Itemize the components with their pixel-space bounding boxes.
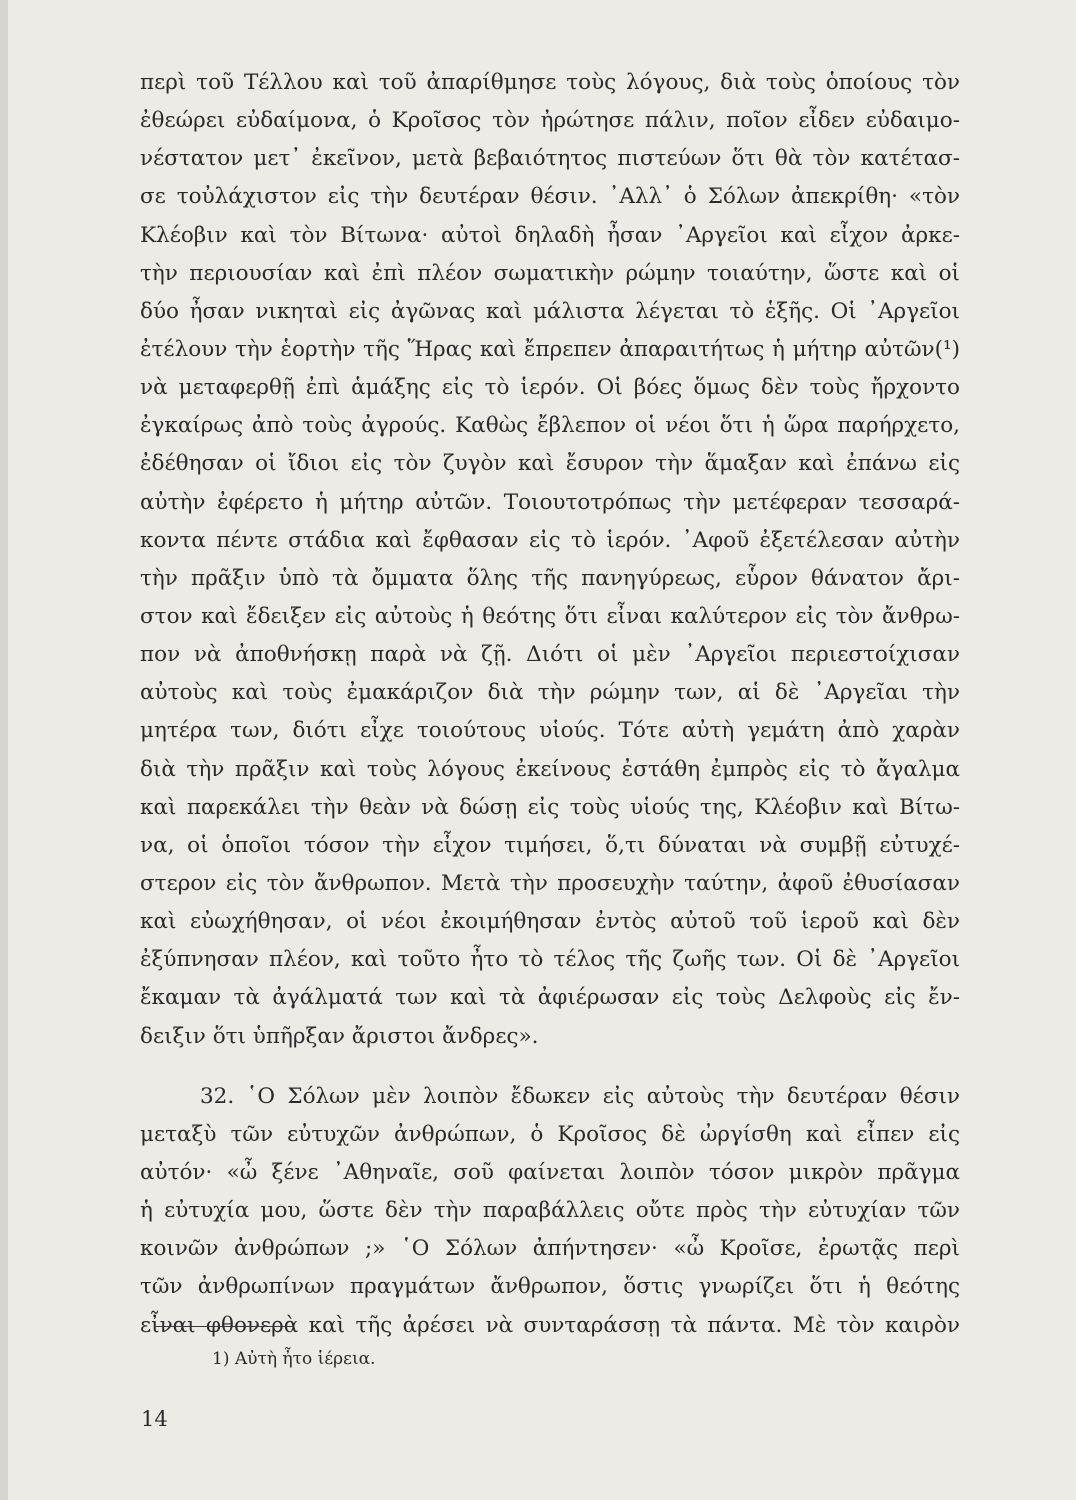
text-line: πον νὰ ἀποθνήσκῃ παρὰ νὰ ζῇ. Διότι οἱ μὲν ᾿Αργεῖοι περιεστοίχισαν	[140, 642, 960, 668]
text-line: καὶ εὐωχήθησαν, οἱ νέοι ἐκοιμήθησαν ἐντὸς αὐτοῦ τοῦ ἱεροῦ καὶ δὲν	[140, 909, 960, 935]
text-line: εἶναι φθονερὰ καὶ τῆς ἀρέσει νὰ συνταράσσῃ τὰ πάντα. Μὲ τὸν καιρὸν	[140, 1312, 960, 1338]
text-line: αὐτὴν ἐφέρετο ἡ μήτηρ αὐτῶν. Τοιουτοτρόπως τὴν μετέφεραν τεσσαρά-	[140, 489, 960, 515]
text-line: κοινῶν ἀνθρώπων ;» ῾Ο Σόλων ἀπήντησεν· «ὦ Κροῖσε, ἐρωτᾷς περὶ	[140, 1236, 960, 1262]
body-text	[140, 64, 960, 1345]
text-line: να, οἱ ὁποῖοι τόσον τὴν εἶχον τιμήσει, ὅ,τι δύναται νὰ συμβῇ εὐτυχέ-	[140, 832, 960, 858]
text-line: Κλέοβιν καὶ τὸν Βίτωνα· αὐτοὶ δηλαδὴ ἦσαν ᾿Αργεῖοι καὶ εἶχον ἀρκε-	[140, 222, 960, 248]
text-line: ἐδέθησαν οἱ ἴδιοι εἰς τὸν ζυγὸν καὶ ἔσυρον τὴν ἅμαξαν καὶ ἐπάνω εἰς	[140, 451, 960, 477]
text-line: ἔκαμαν τὰ ἀγάλματά των καὶ τὰ ἀφιέρωσαν εἰς τοὺς Δελφοὺς εἰς ἔν-	[140, 985, 960, 1011]
text-line: μητέρα των, διότι εἶχε τοιούτους υἱούς. Τότε αὐτὴ γεμάτη ἀπὸ χαρὰν	[140, 718, 960, 744]
text-line: στερον εἰς τὸν ἄνθρωπον. Μετὰ τὴν προσευχὴν ταύτην, ἀφοῦ ἐθυσίασαν	[140, 870, 960, 896]
text-line: διὰ τὴν πρᾶξιν καὶ τοὺς λόγους ἐκείνους ἐστάθη ἐμπρὸς εἰς τὸ ἄγαλμα	[140, 756, 960, 782]
text-line: ἐθεώρει εὐδαίμονα, ὁ Κροῖσος τὸν ἠρώτησε πάλιν, ποῖον εἶδεν εὐδαιμο-	[140, 108, 960, 134]
text-line: 32. ῾Ο Σόλων μὲν λοιπὸν ἔδωκεν εἰς αὐτοὺς τὴν δευτέραν θέσιν	[200, 1083, 960, 1109]
text-line: νὰ μεταφερθῇ ἐπὶ ἁμάξης εἰς τὸ ἱερόν. Οἱ βόες ὅμως δὲν τοὺς ἤρχοντο	[140, 375, 960, 401]
text-line: τῶν ἀνθρωπίνων πραγμάτων ἄνθρωπον, ὅστις γνωρίζει ὅτι ἡ θεότης	[140, 1274, 960, 1300]
footnote: 1) Αὐτὴ ἦτο ἱέρεια.	[212, 1349, 376, 1369]
text-line: καὶ παρεκάλει τὴν θεὰν νὰ δώσῃ εἰς τοὺς υἱούς της, Κλέοβιν καὶ Βίτω-	[140, 794, 960, 820]
text-line: τὴν περιουσίαν καὶ ἐπὶ πλέον σωματικὴν ρώμην τοιαύτην, ὥστε καὶ οἱ	[140, 260, 960, 286]
paragraph-2	[140, 1078, 960, 1345]
text-line: τὴν πρᾶξιν ὑπὸ τὰ ὄμματα ὅλης τῆς πανηγύρεως, εὗρον θάνατον ἄρι-	[140, 565, 960, 591]
text-line: σε τοὐλάχιστον εἰς τὴν δευτέραν θέσιν. ᾿Αλλ᾽ ὁ Σόλων ἀπεκρίθη· «τὸν	[140, 184, 960, 210]
text-line: αὐτοὺς καὶ τοὺς ἐμακάριζον διὰ τὴν ρώμην των, αἱ δὲ ᾿Αργεῖαι τὴν	[140, 680, 960, 706]
text-line: κοντα πέντε στάδια καὶ ἔφθασαν εἰς τὸ ἱερόν. ᾿Αφοῦ ἐξετέλεσαν αὐτὴν	[140, 527, 960, 553]
text-line: δειξιν ὅτι ὑπῆρξαν ἄριστοι ἄνδρες».	[140, 1023, 539, 1049]
text-line: ἡ εὐτυχία μου, ὥστε δὲν τὴν παραβάλλεις οὔτε πρὸς τὴν εὐτυχίαν τῶν	[140, 1198, 960, 1224]
text-line: περὶ τοῦ Τέλλου καὶ τοῦ ἀπαρίθμησε τοὺς λόγους, διὰ τοὺς ὁποίους τὸν	[140, 70, 960, 95]
left-margin-scan-shadow	[0, 0, 8, 1500]
footnote-divider	[154, 1326, 294, 1327]
text-line: δύο ἦσαν νικηταὶ εἰς ἀγῶνας καὶ μάλιστα λέγεται τὸ ἑξῆς. Οἱ ᾿Αργεῖοι	[140, 298, 960, 324]
text-line: ἐξύπνησαν πλέον, καὶ τοῦτο ἦτο τὸ τέλος τῆς ζωῆς των. Οἱ δὲ ᾿Αργεῖοι	[140, 947, 960, 973]
text-line: αὐτόν· «ὦ ξένε ᾿Αθηναῖε, σοῦ φαίνεται λοιπὸν τόσον μικρὸν πρᾶγμα	[140, 1159, 960, 1185]
text-line: μεταξὺ τῶν εὐτυχῶν ἀνθρώπων, ὁ Κροῖσος δὲ ὠργίσθη καὶ εἶπεν εἰς	[140, 1121, 960, 1147]
text-line: ἐτέλουν τὴν ἑορτὴν τῆς Ἥρας καὶ ἔπρεπεν ἀπαραιτήτως ἡ μήτηρ αὐτῶν(¹)	[140, 336, 960, 362]
text-line: νέστατον μετ᾽ ἐκεῖνον, μετὰ βεβαιότητος πιστεύων ὅτι θὰ τὸν κατέτασ-	[140, 146, 960, 172]
text-line: ἐγκαίρως ἀπὸ τοὺς ἀγρούς. Καθὼς ἔβλεπον οἱ νέοι ὅτι ἡ ὥρα παρήρχετο,	[140, 413, 960, 439]
page-number: 14	[141, 1407, 168, 1431]
paragraph-gap	[140, 1056, 960, 1078]
paragraph-1	[140, 64, 960, 1056]
text-line: στον καὶ ἔδειξεν εἰς αὐτοὺς ἡ θεότης ὅτι εἶναι καλύτερον εἰς τὸν ἄνθρω-	[140, 603, 960, 629]
